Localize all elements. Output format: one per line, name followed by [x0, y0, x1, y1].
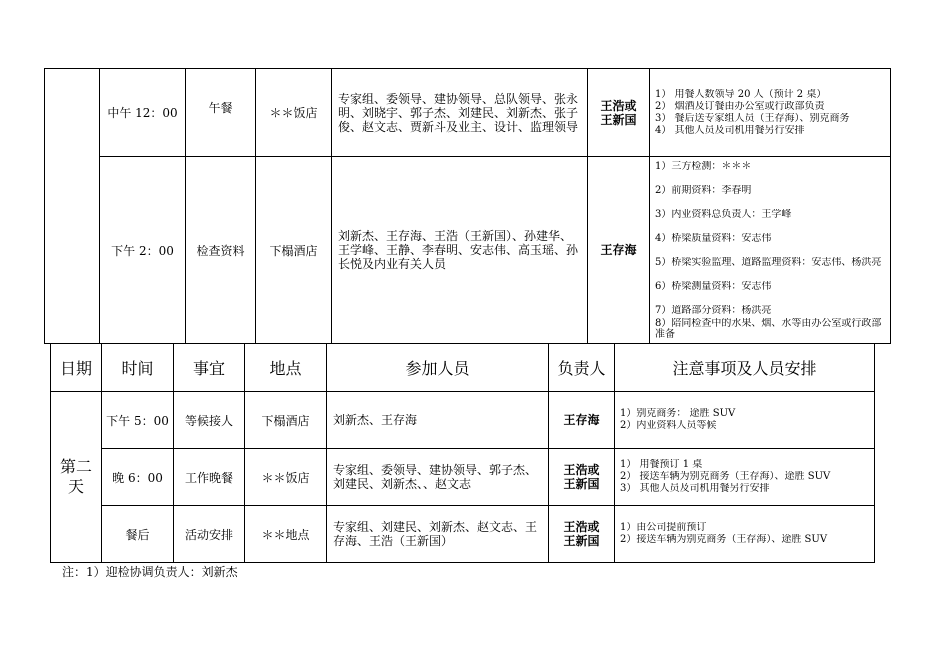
note-line: 2）接送车辆为别克商务（王存海）、途胜 SUV [620, 534, 828, 545]
people-cell: 专家组、委领导、建协领导、总队领导、张永明、刘晓宇、郭子杰、刘建民、刘新杰、张子俊、赵文志、贾新斗及业主、设计、监理领导 [332, 69, 588, 157]
schedule-table-day1 [44, 68, 891, 344]
matter-cell: 工作晚餐 [174, 449, 245, 506]
people-cell: 刘新杰、王存海、王浩（王新国）、孙建华、王学峰、王静、李春明、安志伟、高玉瑶、孙长悦及内业有关人员 [332, 157, 588, 344]
lead-cell: 王浩或 王新国 [549, 506, 615, 563]
lead-cell: 王存海 [549, 392, 615, 449]
note-line: 8）陪同检查中的水果、烟、水等由办公室或行政部准备 [655, 317, 882, 340]
people-cell: 刘新杰、王存海 [327, 392, 549, 449]
note-line: 1） 用餐预订 1 桌 [620, 459, 703, 470]
place-cell: 下榻酒店 [256, 157, 332, 344]
note-line: 4）桥梁质量资料：安志伟 [655, 232, 772, 244]
table-row [51, 392, 875, 449]
time-cell: 下午 2：00 [100, 157, 186, 344]
note-line: 3） 餐后送专家组人员（王存海）、别克商务 [655, 112, 850, 124]
note-line: 1） 用餐人数领导 20 人（预计 2 桌） [655, 88, 827, 100]
note-line: 4） 其他人员及司机用餐另行安排 [655, 124, 805, 136]
place-cell: 下榻酒店 [245, 392, 327, 449]
note-line: 7）道路部分资料：杨洪亮 [655, 304, 772, 316]
note-line: 1）别克商务： 途胜 SUV [620, 408, 736, 419]
people-cell: 专家组、委领导、建协领导、郭子杰、刘建民、刘新杰、、赵文志 [327, 449, 549, 506]
table-row [51, 506, 875, 563]
day-cell: 第二 天 [51, 392, 102, 563]
lead-cell: 王浩或 王新国 [549, 449, 615, 506]
lead-cell: 王存海 [588, 157, 650, 344]
date-cell [45, 69, 100, 344]
footnote: 注：1）迎检协调负责人：刘新杰 [62, 565, 238, 579]
col-header-people: 参加人员 [327, 344, 549, 392]
time-cell: 中午 12：00 [100, 69, 186, 157]
note-line: 3） 其他人员及司机用餐另行安排 [620, 483, 770, 494]
col-header-matter: 事宜 [174, 344, 245, 392]
place-cell: ＊＊饭店 [256, 69, 332, 157]
notes-cell [650, 69, 891, 157]
notes-cell [615, 506, 875, 563]
matter-cell: 午餐 [186, 69, 256, 157]
note-line: 6）桥梁测量资料：安志伟 [655, 280, 772, 292]
notes-cell [650, 157, 891, 344]
note-line: 2） 接送车辆为别克商务（王存海）、途胜 SUV [620, 471, 831, 482]
time-cell: 晚 6：00 [102, 449, 174, 506]
place-cell: ＊＊饭店 [245, 449, 327, 506]
schedule-table-day2 [50, 343, 875, 563]
notes-cell [615, 449, 875, 506]
note-line: 2）内业资料人员等候 [620, 420, 717, 431]
col-header-notes: 注意事项及人员安排 [615, 344, 875, 392]
note-line: 2）前期资料：李春明 [655, 184, 752, 196]
matter-cell: 活动安排 [174, 506, 245, 563]
col-header-date: 日期 [51, 344, 102, 392]
col-header-lead: 负责人 [549, 344, 615, 392]
table-header-row [51, 344, 875, 392]
matter-cell: 检查资料 [186, 157, 256, 344]
notes-cell [615, 392, 875, 449]
time-cell: 下午 5：00 [102, 392, 174, 449]
time-cell: 餐后 [102, 506, 174, 563]
place-cell: ＊＊地点 [245, 506, 327, 563]
note-line: 3）内业资料总负责人：王学峰 [655, 208, 792, 220]
table-row [51, 449, 875, 506]
note-line: 1）由公司提前预订 [620, 522, 707, 533]
table-row [45, 157, 891, 344]
note-line: 5）桥梁实验监理、道路监理资料：安志伟、杨洪亮 [655, 256, 882, 268]
col-header-time: 时间 [102, 344, 174, 392]
table-row [45, 69, 891, 157]
matter-cell: 等候接人 [174, 392, 245, 449]
people-cell: 专家组、刘建民、刘新杰、赵文志、王存海、王浩（王新国） [327, 506, 549, 563]
col-header-place: 地点 [245, 344, 327, 392]
lead-cell: 王浩或 王新国 [588, 69, 650, 157]
note-line: 2） 烟酒及订餐由办公室或行政部负责 [655, 100, 825, 112]
note-line: 1）三方检测：＊＊＊ [655, 160, 752, 172]
